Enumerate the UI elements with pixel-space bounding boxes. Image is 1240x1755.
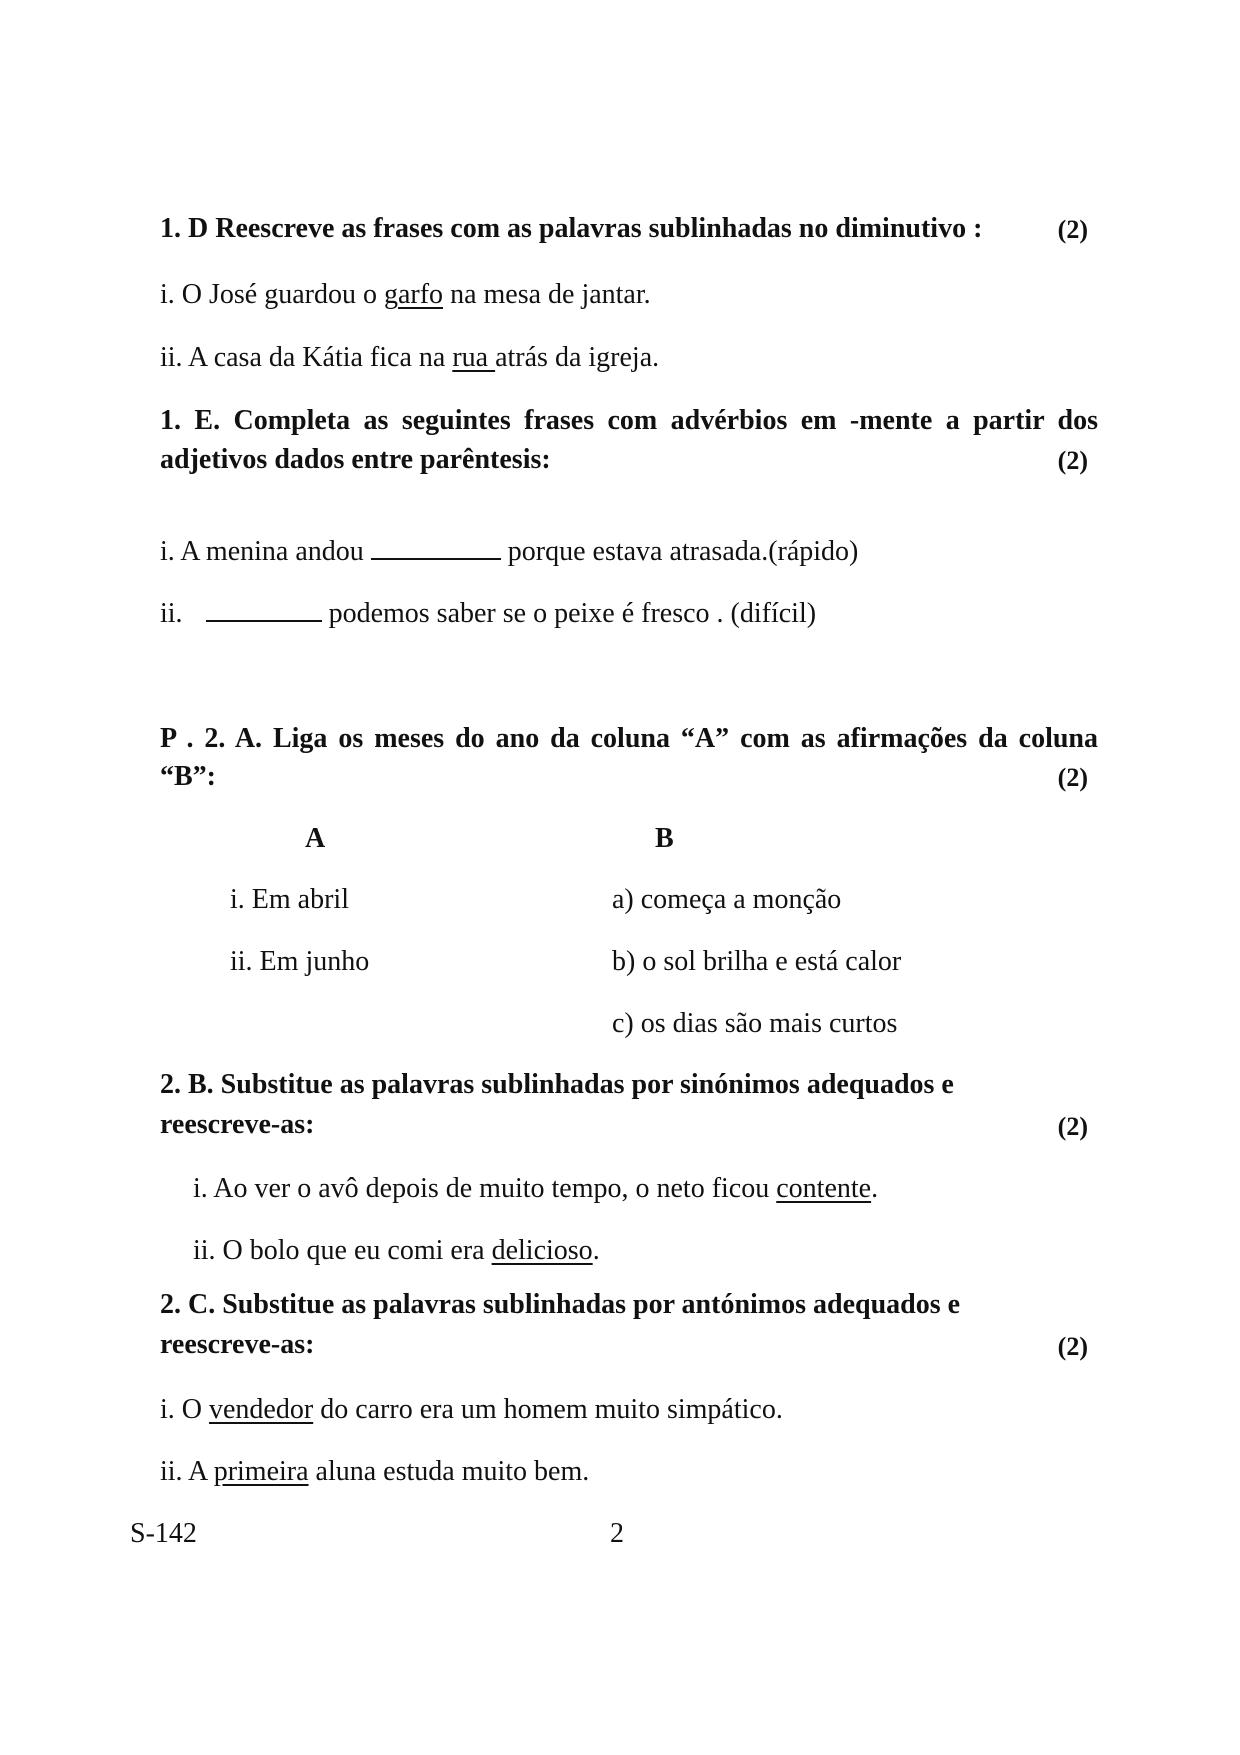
question-2c-title-line-2: reescreve-as: [160, 1329, 315, 1360]
column-b-item: c) os dias são mais curtos [612, 1008, 898, 1039]
question-1d-marks: (2) [1057, 215, 1088, 244]
question-1d-item-2: ii. A casa da Kátia fica na rua atrás da igreja. [160, 342, 660, 373]
column-b-item: a) começa a monção [612, 884, 842, 915]
column-b-item: b) o sol brilha e está calor [612, 946, 902, 977]
underlined-word: vendedor [209, 1394, 314, 1425]
question-2c-item-1: i. O vendedor do carro era um homem muito simpático. [160, 1394, 783, 1425]
column-a-header: A [305, 823, 326, 854]
underlined-word: delicioso [491, 1235, 593, 1266]
footer-code: S-142 [130, 1518, 197, 1549]
answer-blank[interactable] [371, 532, 501, 560]
question-1e-title-line-2: adjetivos dados entre parêntesis: [160, 444, 551, 475]
question-1e-item-2: ii. podemos saber se o peixe é fresco . (difícil) [160, 594, 816, 633]
question-2a-marks: (2) [1057, 763, 1088, 792]
page-number: 2 [610, 1518, 624, 1549]
question-1e-item-1: i. A menina andou porque estava atrasada.(rápido) [160, 532, 858, 571]
question-2b-title-line-1: 2. B. Substitue as palavras sublinhadas por sinónimos adequados e [160, 1069, 954, 1100]
column-a-item: i. Em abril [230, 884, 349, 915]
underlined-word: contente [776, 1173, 872, 1204]
question-2c-title-line-1: 2. C. Substitue as palavras sublinhadas por antónimos adequados e [160, 1289, 961, 1320]
underlined-word: garfo [383, 279, 444, 310]
column-b-header: B [655, 823, 674, 854]
question-1e-marks: (2) [1057, 446, 1088, 475]
question-2b-item-2: ii. O bolo que eu comi era delicioso. [193, 1235, 600, 1266]
question-2b-item-1: i. Ao ver o avô depois de muito tempo, o neto ficou contente. [193, 1173, 879, 1204]
question-2a-title-line-2: “B”: [160, 761, 216, 792]
question-2c-item-2: ii. A primeira aluna estuda muito bem. [160, 1456, 590, 1487]
column-a-item: ii. Em junho [230, 946, 370, 977]
question-1d-item-1: i. O José guardou o garfo na mesa de jantar. [160, 279, 651, 310]
question-2b-title-line-2: reescreve-as: [160, 1109, 315, 1140]
underlined-word: rua [452, 342, 496, 373]
answer-blank[interactable] [206, 594, 322, 622]
question-2b-marks: (2) [1057, 1112, 1088, 1141]
question-2c-marks: (2) [1057, 1332, 1088, 1361]
question-1d-title: 1. D Reescreve as frases com as palavras sublinhadas no diminutivo : [160, 213, 983, 244]
question-1e-title-line-1: 1. E. Completa as seguintes frases com advérbios em -mente a partir dos [160, 405, 1098, 436]
question-2a-title-line-1: P . 2. A. Liga os meses do ano da coluna “A” com as afirmações da coluna [160, 723, 1098, 754]
underlined-word: primeira [213, 1456, 309, 1487]
